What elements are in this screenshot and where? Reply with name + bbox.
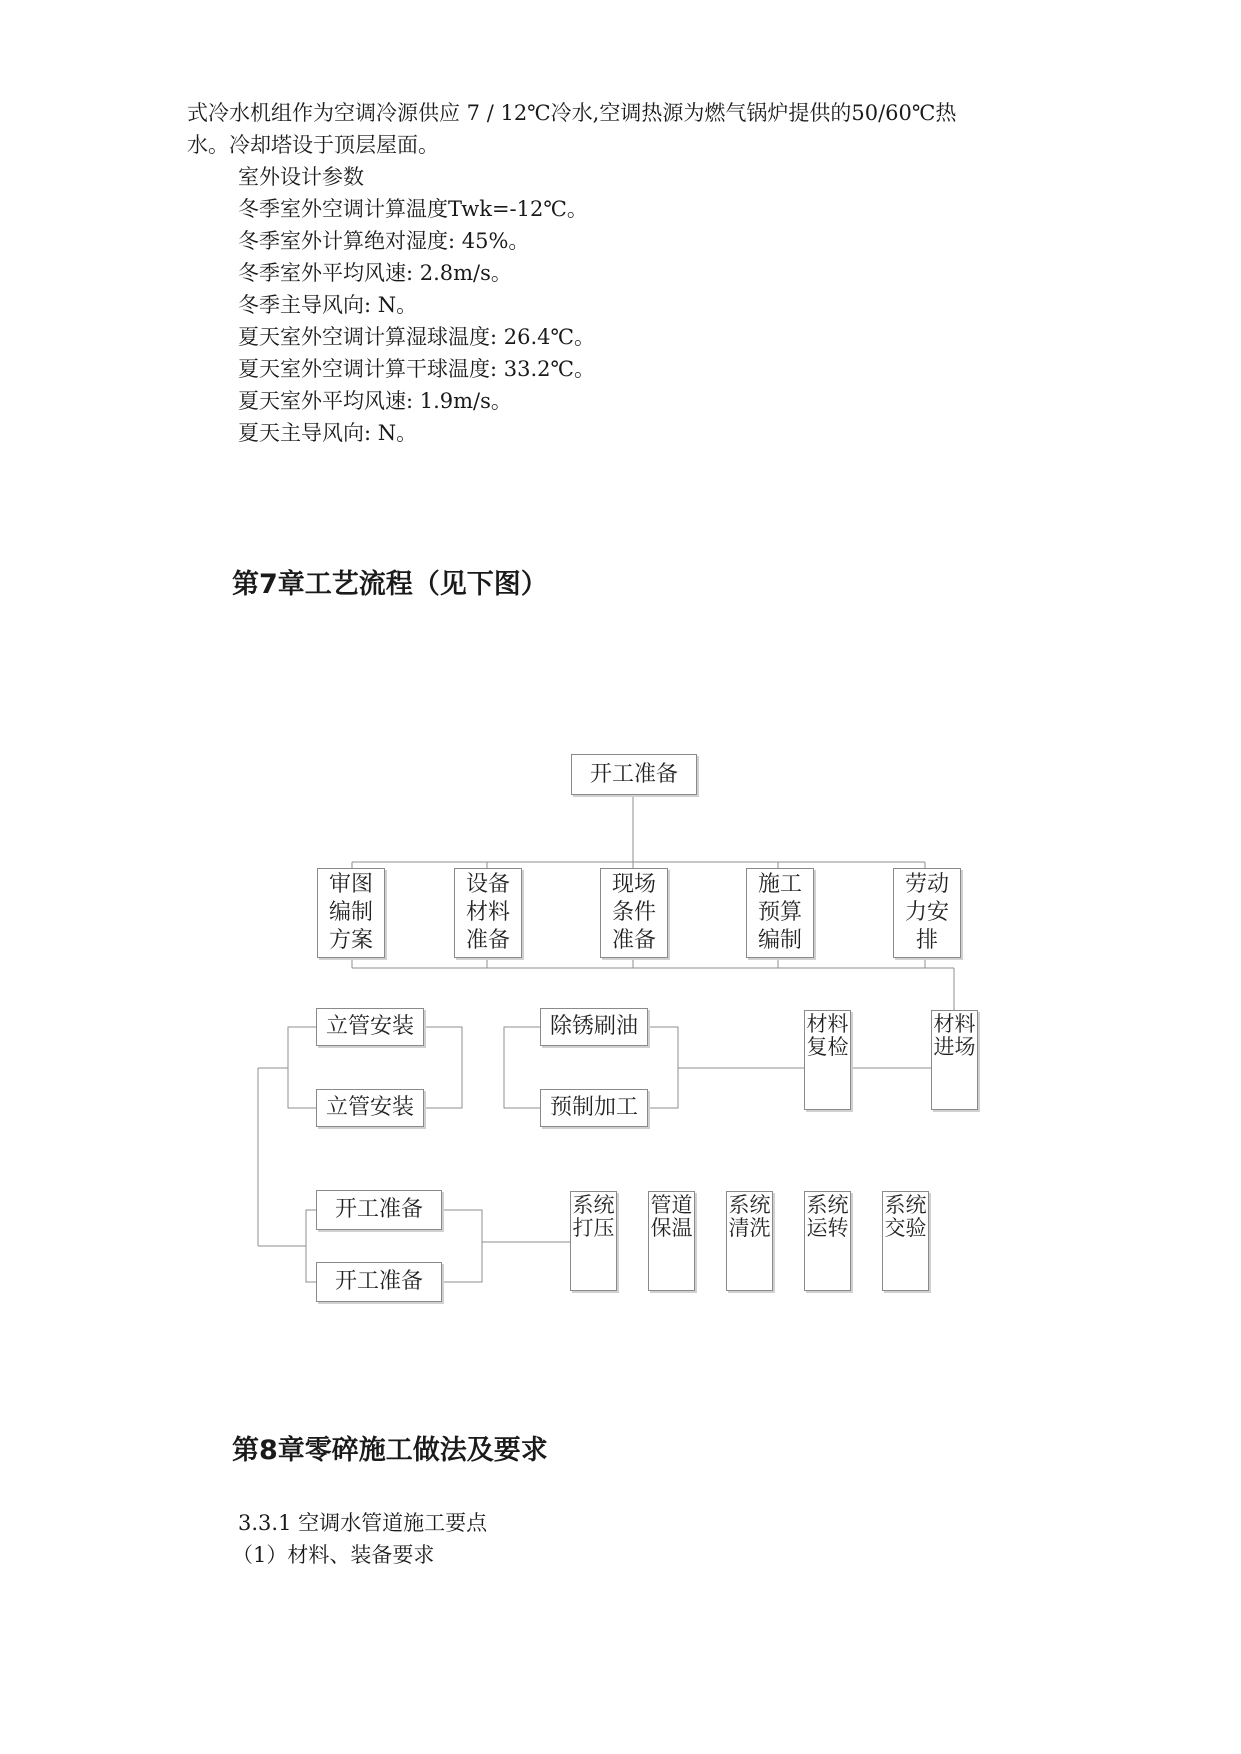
flow-step-row1: 设备 材料 准备 (454, 868, 522, 958)
outdoor-param-item: 夏天主导风向: N。 (238, 421, 418, 445)
section-heading: 3.3.1 空调水管道施工要点 (238, 1511, 488, 1535)
flow-step-system: 管道保温 (648, 1191, 695, 1291)
flow-step-riser-install: 立管安装 (316, 1089, 424, 1127)
flow-step-riser-install: 立管安装 (316, 1008, 424, 1046)
flow-step-material-recheck: 材料复检 (804, 1010, 851, 1110)
outdoor-params-title: 室外设计参数 (238, 165, 364, 189)
flow-step-system: 系统交验 (882, 1191, 929, 1291)
flow-step-rust-paint: 除锈刷油 (540, 1008, 648, 1046)
flow-step-lower-left: 开工准备 (316, 1190, 442, 1230)
section-sub: （1）材料、装备要求 (232, 1543, 435, 1567)
outdoor-param-item: 冬季室外计算绝对湿度: 45%。 (238, 229, 530, 253)
outdoor-param-item: 冬季室外空调计算温度Twk=-12℃。 (238, 197, 588, 221)
flow-step-row1: 审图 编制 方案 (317, 868, 385, 958)
flow-step-prefab: 预制加工 (540, 1089, 648, 1127)
flow-step-lower-left: 开工准备 (316, 1262, 442, 1302)
intro-line-2: 水。冷却塔设于顶层屋面。 (187, 133, 439, 157)
flow-step-row1: 施工 预算 编制 (746, 868, 814, 958)
intro-line-1: 式冷水机组作为空调冷源供应 7 / 12℃冷水,空调热源为燃气锅炉提供的50/60℃热 (187, 101, 957, 125)
flow-step-system: 系统运转 (804, 1191, 851, 1291)
chapter-8-title: 第8章零碎施工做法及要求 (232, 1435, 548, 1466)
flow-step-row1: 劳动 力安 排 (893, 868, 961, 958)
outdoor-param-item: 夏天室外平均风速: 1.9m/s。 (238, 389, 512, 413)
outdoor-param-item: 夏天室外空调计算干球温度: 33.2℃。 (238, 357, 595, 381)
flow-step-system: 系统清洗 (726, 1191, 773, 1291)
chapter-7-title: 第7章工艺流程（见下图） (232, 569, 548, 600)
flow-step-top: 开工准备 (571, 754, 697, 795)
flow-step-system: 系统打压 (570, 1191, 617, 1291)
flow-step-material-entry: 材料进场 (931, 1010, 978, 1110)
outdoor-param-item: 夏天室外空调计算湿球温度: 26.4℃。 (238, 325, 595, 349)
flow-step-row1: 现场 条件 准备 (600, 868, 668, 958)
outdoor-param-item: 冬季主导风向: N。 (238, 293, 418, 317)
outdoor-param-item: 冬季室外平均风速: 2.8m/s。 (238, 261, 512, 285)
